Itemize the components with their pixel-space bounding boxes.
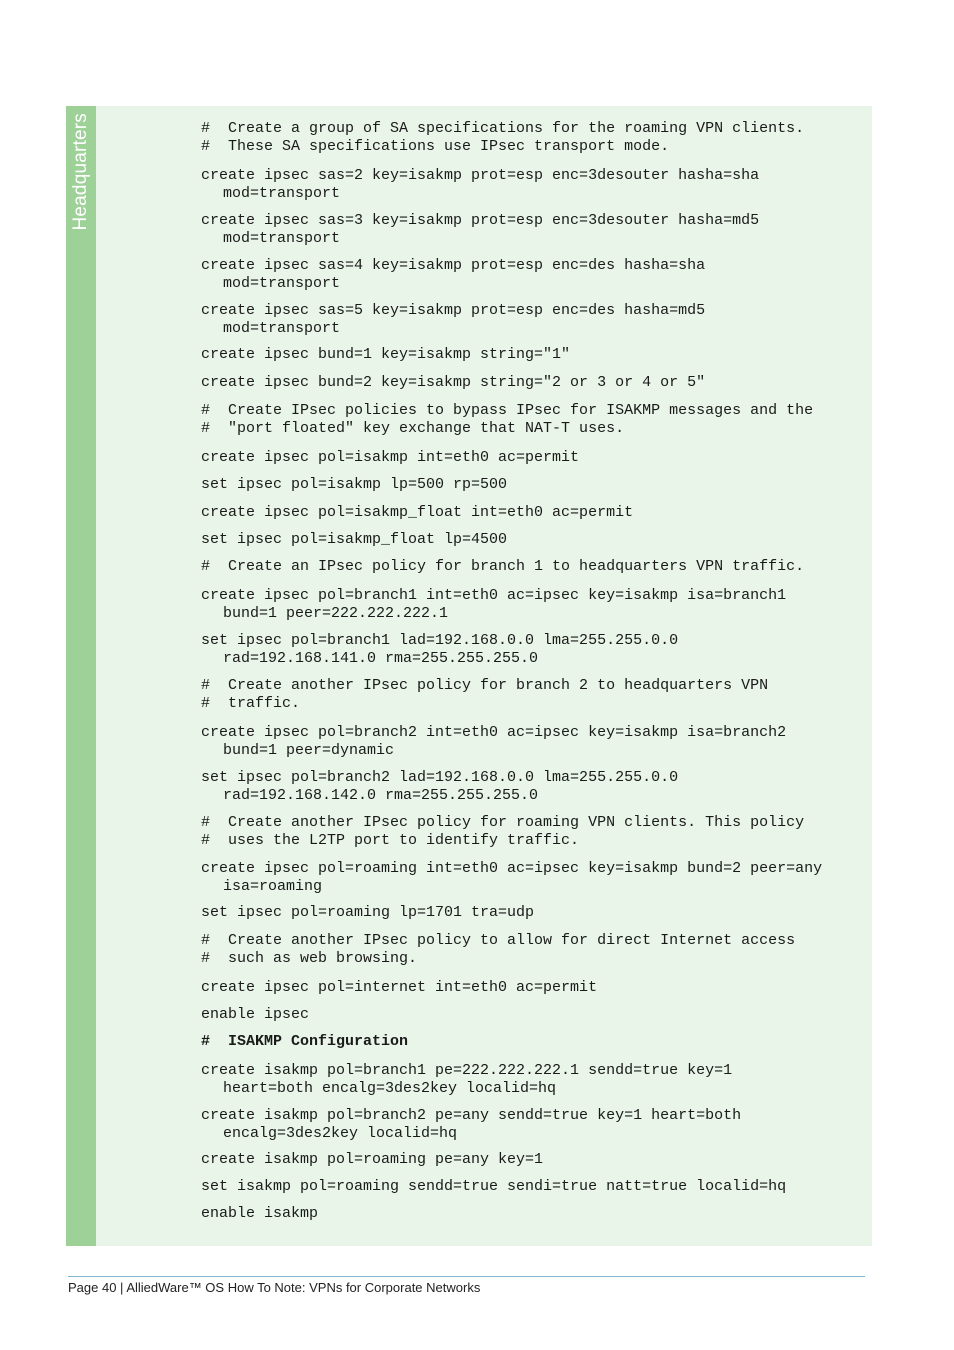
comment-line: # Create another IPsec policy for roaming VPN clients. This policy xyxy=(201,814,805,831)
code-block xyxy=(201,504,866,522)
code-block xyxy=(201,402,866,438)
command-line: create ipsec pol=branch2 int=eth0 ac=ipsec key=isakmp isa=branch2 xyxy=(201,724,787,741)
code-block xyxy=(201,724,866,759)
command-continuation: mod=transport xyxy=(223,230,341,247)
comment-line: # Create a group of SA specifications for the roaming VPN clients. xyxy=(201,120,805,137)
command-continuation: mod=transport xyxy=(223,320,341,337)
code-block xyxy=(201,1178,866,1196)
comment-line: # Create IPsec policies to bypass IPsec for ISAKMP messages and the xyxy=(201,402,814,419)
code-block xyxy=(201,449,866,467)
command-line: set ipsec pol=roaming lp=1701 tra=udp xyxy=(201,904,535,921)
code-block xyxy=(201,1107,866,1142)
command-line: create ipsec sas=3 key=isakmp prot=esp enc=3desouter hasha=md5 xyxy=(201,212,760,229)
comment-line: # These SA specifications use IPsec transport mode. xyxy=(201,138,670,155)
code-block xyxy=(201,1033,866,1051)
comment-line: # such as web browsing. xyxy=(201,950,418,967)
code-block xyxy=(201,1062,866,1097)
config-listing xyxy=(201,110,866,1223)
code-block xyxy=(201,814,866,850)
command-line: create isakmp pol=roaming pe=any key=1 xyxy=(201,1151,544,1168)
footer-divider xyxy=(68,1276,865,1277)
code-block xyxy=(201,632,866,667)
code-block xyxy=(201,979,866,997)
code-block xyxy=(201,860,866,895)
command-line: set ipsec pol=isakmp lp=500 rp=500 xyxy=(201,476,508,493)
command-line: create ipsec sas=2 key=isakmp prot=esp enc=3desouter hasha=sha xyxy=(201,167,760,184)
command-line: create ipsec pol=roaming int=eth0 ac=ipsec key=isakmp bund=2 peer=any xyxy=(201,860,823,877)
command-line: create isakmp pol=branch1 pe=222.222.222.1 sendd=true key=1 xyxy=(201,1062,733,1079)
page-footer: Page 40 | AlliedWare™ OS How To Note: VPNs for Corporate Networks xyxy=(68,1280,481,1295)
code-block xyxy=(201,1006,866,1024)
command-line: create ipsec bund=1 key=isakmp string="1" xyxy=(201,346,571,363)
code-block xyxy=(201,769,866,804)
command-line: create ipsec pol=branch1 int=eth0 ac=ipsec key=isakmp isa=branch1 xyxy=(201,587,787,604)
command-line: set ipsec pol=branch2 lad=192.168.0.0 lma=255.255.0.0 xyxy=(201,769,679,786)
code-block xyxy=(201,374,866,392)
command-line: set ipsec pol=branch1 lad=192.168.0.0 lma=255.255.0.0 xyxy=(201,632,679,649)
command-line: enable ipsec xyxy=(201,1006,310,1023)
command-line: create ipsec sas=4 key=isakmp prot=esp enc=des hasha=sha xyxy=(201,257,706,274)
comment-line: # Create another IPsec policy to allow for direct Internet access xyxy=(201,932,796,949)
command-continuation: rad=192.168.142.0 rma=255.255.255.0 xyxy=(223,787,539,804)
code-block xyxy=(201,904,866,922)
command-continuation: bund=1 peer=dynamic xyxy=(223,742,395,759)
command-continuation: bund=1 peer=222.222.222.1 xyxy=(223,605,449,622)
comment-line: # ISAKMP Configuration xyxy=(201,1033,409,1050)
code-block xyxy=(201,1205,866,1223)
command-line: create ipsec pol=isakmp int=eth0 ac=permit xyxy=(201,449,580,466)
section-label: Headquarters xyxy=(70,113,91,231)
code-block xyxy=(201,120,866,156)
command-line: set isakmp pol=roaming sendd=true sendi=true natt=true localid=hq xyxy=(201,1178,787,1195)
comment-line: # Create an IPsec policy for branch 1 to headquarters VPN traffic. xyxy=(201,558,805,575)
command-line: create ipsec pol=isakmp_float int=eth0 ac=permit xyxy=(201,504,634,521)
command-continuation: encalg=3des2key localid=hq xyxy=(223,1125,458,1142)
command-line: create ipsec pol=internet int=eth0 ac=permit xyxy=(201,979,598,996)
command-line: create isakmp pol=branch2 pe=any sendd=true key=1 heart=both xyxy=(201,1107,742,1124)
code-block xyxy=(201,677,866,713)
command-continuation: heart=both encalg=3des2key localid=hq xyxy=(223,1080,557,1097)
code-block xyxy=(201,476,866,494)
code-block xyxy=(201,167,866,202)
comment-line: # "port floated" key exchange that NAT-T uses. xyxy=(201,420,625,437)
command-line: create ipsec bund=2 key=isakmp string="2 or 3 or 4 or 5" xyxy=(201,374,706,391)
command-continuation: rad=192.168.141.0 rma=255.255.255.0 xyxy=(223,650,539,667)
command-continuation: isa=roaming xyxy=(223,878,323,895)
code-block xyxy=(201,558,866,576)
comment-line: # Create another IPsec policy for branch 2 to headquarters VPN xyxy=(201,677,769,694)
code-block xyxy=(201,1151,866,1169)
code-block xyxy=(201,587,866,622)
code-block xyxy=(201,531,866,549)
command-line: create ipsec sas=5 key=isakmp prot=esp enc=des hasha=md5 xyxy=(201,302,706,319)
comment-line: # traffic. xyxy=(201,695,301,712)
command-line: set ipsec pol=isakmp_float lp=4500 xyxy=(201,531,508,548)
code-block xyxy=(201,346,866,364)
command-continuation: mod=transport xyxy=(223,185,341,202)
comment-line: # uses the L2TP port to identify traffic. xyxy=(201,832,580,849)
code-block xyxy=(201,212,866,247)
section-tab xyxy=(66,106,96,1246)
code-block xyxy=(201,302,866,337)
command-line: enable isakmp xyxy=(201,1205,319,1222)
code-block xyxy=(201,257,866,292)
code-block xyxy=(201,932,866,968)
command-continuation: mod=transport xyxy=(223,275,341,292)
